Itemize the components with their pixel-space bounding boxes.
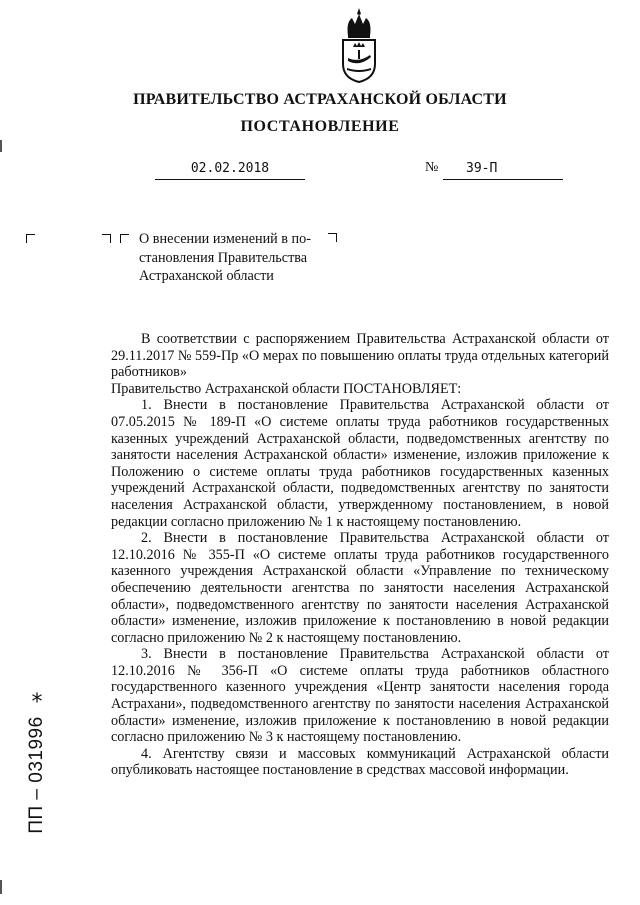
serial-stamp [26, 670, 48, 880]
document-body [111, 331, 609, 779]
resolution-paragraph: Правительство Астраханской области ПОСТАНОВЛЯЕТ: [111, 380, 462, 397]
clause-2: 2. Внести в постановление Правительства Астраханской области от 12.10.2016 № 355-П «О системе оплаты труда работников государственного казенного учреждения Астраханской области «Управление по техническому обеспечению деятельности агентства по занятости населения Астраханской области», подведомственного агентству по занятости населения Астраханской области» изменение, изложив приложение к постановлению в новой редакции согласно приложению № 2 к настоящему постановлению. [111, 530, 609, 646]
document-type-title: ПОСТАНОВЛЕНИЕ [240, 118, 400, 135]
serial-number: ПП – 031996 [26, 716, 47, 834]
subject-line: О внесении изменений в по- [139, 231, 311, 247]
clause-3: 3. Внести в постановление Правительства Астраханской области от 12.10.2016 № 356-П «О системе оплаты труда работников областного государственного казенного учреждения «Центр занятости населения города Астрахани», подведомственного агентству по занятости населения Астраханской области» изменение, изложив приложение к постановлению в новой редакции согласно приложению № 3 к настоящему постановлению. [111, 646, 609, 746]
edge-mark [0, 140, 2, 152]
asterisk-mark: * [31, 690, 43, 715]
number-label: № [425, 160, 439, 175]
edge-mark [0, 880, 2, 894]
clause-1: 1. Внести в постановление Правительства Астраханской области от 07.05.2015 № 189-П «О системе оплаты труда работников государственных казенных учреждений Астраханской области, подведомственных агентству по занятости населения Астраханской области» изменение, изложив приложение к Положению о системе оплаты труда работников государственных казенных учреждений Астраханской области, подведомственных агентству по занятости населения Астраханской области, утвержденному постановлением, в новой редакции согласно приложению № 1 к настоящему постановлению. [111, 397, 609, 530]
preamble-paragraph: В соответствии с распоряжением Правительства Астраханской области от 29.11.2017 № 559-Пр «О мерах по повышению оплаты труда отдельных категорий работников» [111, 331, 609, 381]
date-underline [155, 179, 305, 180]
corner-mark [26, 234, 35, 243]
document-number: 39-П [466, 161, 498, 176]
coat-of-arms-icon [334, 6, 384, 84]
subject-line: Астраханской области [139, 268, 274, 284]
corner-mark [328, 233, 337, 242]
document-date: 02.02.2018 [190, 161, 270, 176]
number-underline [443, 179, 563, 180]
document-subject [139, 230, 329, 286]
subject-line: становления Правительства [139, 249, 308, 266]
corner-mark [102, 234, 111, 243]
government-title: ПРАВИТЕЛЬСТВО АСТРАХАНСКОЙ ОБЛАСТИ [133, 91, 507, 108]
clause-4: 4. Агентству связи и массовых коммуникаций Астраханской области опубликовать настоящее постановление в средствах массовой информации. [111, 745, 609, 779]
corner-mark [120, 234, 129, 243]
